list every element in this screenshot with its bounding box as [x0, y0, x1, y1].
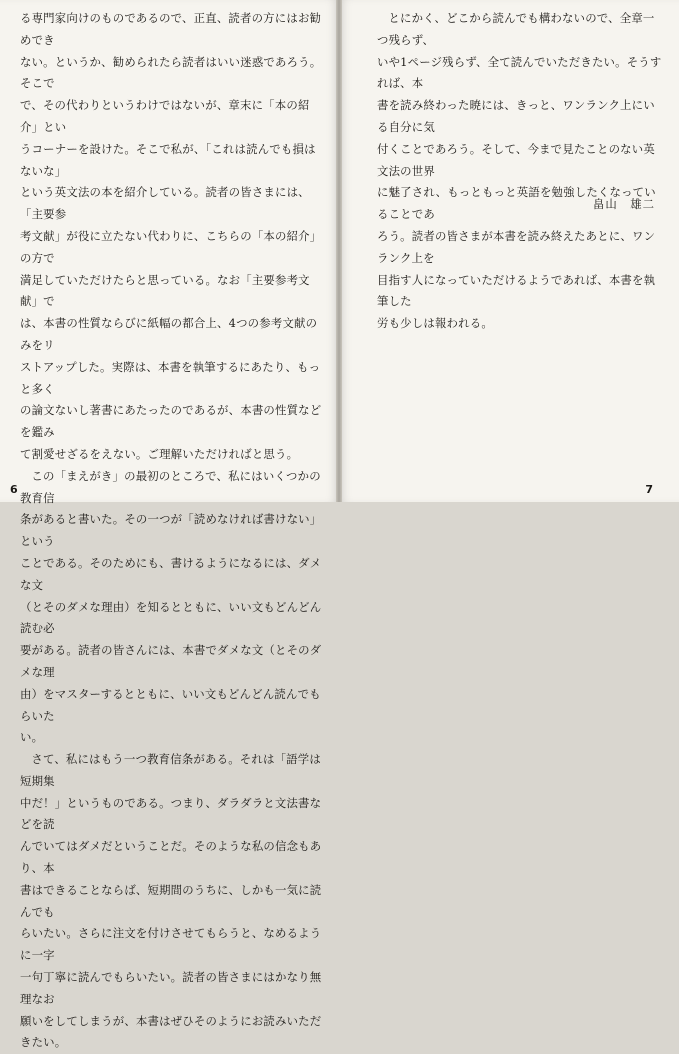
paragraph: さて、私にはもう一つ教育信条がある。それは「語学は短期集 中だ！」というものである。つまり、ダラダラと文法書などを読 んでいてはダメだということだ。そのような私の信念もあり、本 書はできることならば、短期間のうちに、しかも一気に読んでも らいたい。さらに注文を付けさせてもらうと、なめるように一字 一句丁寧に読んでもらいたい。読者の皆さまにはかなり無理なお 願いをしてしまうが、本書はぜひそのようにお読みいただきたい。 [20, 752, 322, 1050]
right-page-body [377, 8, 665, 335]
page-number-right: 7 [645, 483, 653, 496]
right-page [339, 0, 679, 502]
left-page [0, 0, 339, 1050]
book-gutter [336, 0, 342, 502]
paragraph: とにかく、どこから読んでも構わないので、全章一つ残らず、 いや1ページ残らず、全て読んでいただきたい。そうすれば、本 書を読み終わった暁には、きっと、ワンランク上にいる自分に気 付くことであろう。そして、今まで見たことのない英文法の世界 に魅了され、もっともっと英語を勉強したくなっていることであ ろう。読者の皆さまが本書を読み終えたあとに、ワンランク上を 目指す人になっていただけるようであれば、本書を執筆した 労も少しは報われる。 [377, 11, 662, 331]
author-signature: 畠山 雄二 [593, 197, 655, 211]
left-page-body [20, 8, 326, 1054]
paragraph: この「まえがき」の最初のところで、私にはいくつかの教育信 条があると書いた。その一つが「読めなければ書けない」という ことである。そのためにも、書けるようになるには、ダメな文 （とそのダメな理由）を知るとともに、いい文もどんどん読む必 要がある。読者の皆さんには、本書でダメな文（とそのダメな理 由）をマスターするとともに、いい文もどんどん読んでもらいた い。 [20, 468, 322, 745]
paragraph: る専門家向けのものであるので、正直、読者の方にはお勧めでき ない。というか、勧められたら読者はいい迷惑であろう。そこで で、その代わりというわけではないが、章末に「本の紹介」とい うコーナーを設けた。そこで私が、「これは読んでも損はないな」 という英文法の本を紹介している。読者の皆さまには、「主要参 考文献」が役に立たない代わりに、こちらの「本の紹介」の方で 満足していただけたらと思っている。なお「主要参考文献」で は、本書の性質ならびに紙幅の都合上、4つの参考文献のみをリ ストアップした。実際は、本書を執筆するにあたり、もっと多く の論文ないし著書にあたったのであるが、本書の性質などを鑑み て割愛せざるをえない。ご理解いただければと思う。 [20, 11, 322, 461]
page-number-left: 6 [10, 483, 18, 496]
